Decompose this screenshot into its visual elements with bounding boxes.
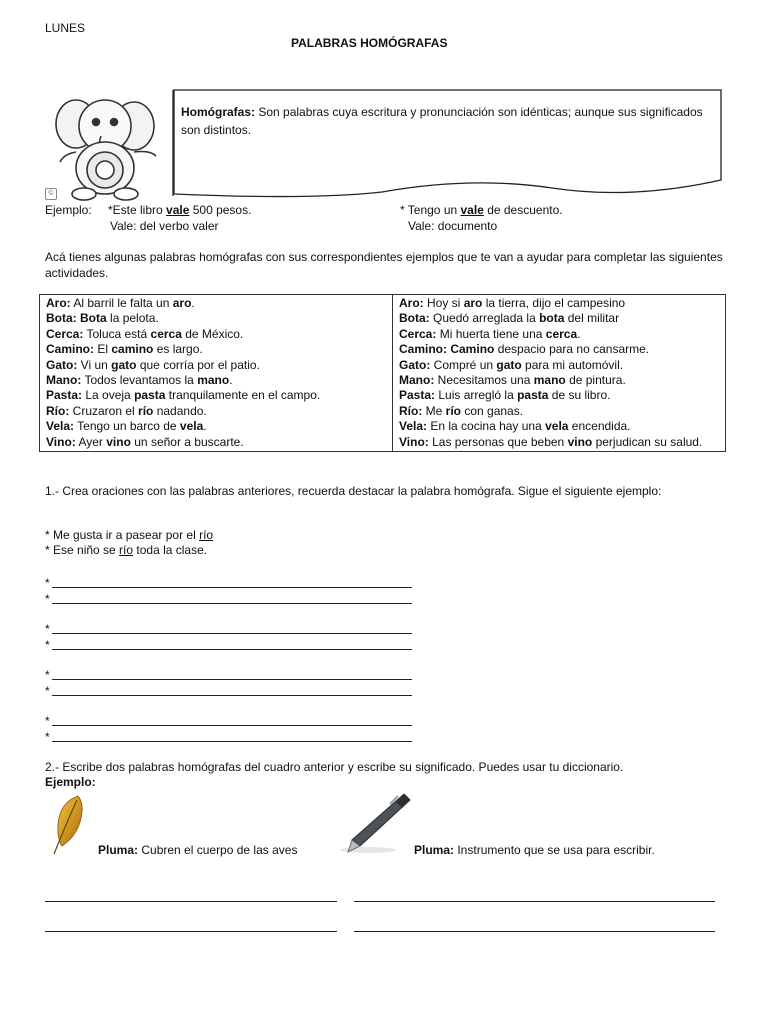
answer-bullet: * [45, 622, 50, 636]
answer-line[interactable] [52, 725, 412, 726]
page-title: PALABRAS HOMÓGRAFAS [291, 36, 448, 50]
answer-line[interactable] [45, 901, 337, 902]
table-entry: Bota: Quedó arreglada la bota del militar [399, 311, 620, 326]
activity2-right-example: Pluma: Instrumento que se usa para escribir. [414, 843, 655, 857]
table-entry: Cerca: Mi huerta tiene una cerca. [399, 326, 581, 341]
table-entry: Vela: Tengo un barco de vela. [46, 419, 207, 434]
answer-line[interactable] [52, 679, 412, 680]
activity1-example-2: * Ese niño se río toda la clase. [45, 543, 208, 557]
answer-line[interactable] [52, 633, 412, 634]
table-entry: Mano: Todos levantamos la mano. [46, 373, 233, 388]
table-entry: Aro: Hoy si aro la tierra, dijo el campesino [399, 296, 626, 310]
table-entry: Pasta: La oveja pasta tranquilamente en el campo. [46, 388, 321, 403]
answer-line[interactable] [52, 695, 412, 696]
table-entry: Vino: Las personas que beben vino perjudican su salud. [399, 434, 703, 449]
definition-body: Son palabras cuya escritura y pronunciación son idénticas; aunque sus significados son distintos. [181, 105, 703, 137]
table-entry: Bota: Bota la pelota. [46, 311, 159, 326]
table-entry: Mano: Necesitamos una mano de pintura. [399, 373, 626, 388]
intro-paragraph: Acá tienes algunas palabras homógrafas con sus correspondientes ejemplos que te van a ayudar para completar las siguientes actividades. [45, 250, 723, 280]
answer-bullet: * [45, 592, 50, 606]
table-entry: Camino: El camino es largo. [46, 342, 203, 357]
table-entry: Vino: Ayer vino un señor a buscarte. [46, 434, 244, 449]
answer-line[interactable] [45, 931, 337, 932]
activity1-example-1: * Me gusta ir a pasear por el río [45, 528, 214, 542]
table-row [40, 295, 726, 452]
copyright-icon: © [45, 188, 57, 200]
elephant-illustration [46, 92, 164, 204]
example-right: * Tengo un vale de descuento. [400, 203, 563, 217]
table-entry: Río: Cruzaron el río nadando. [46, 403, 207, 418]
feather-icon [50, 794, 86, 856]
left-column [40, 295, 393, 452]
table-entry: Cerca: Toluca está cerca de México. [46, 326, 244, 341]
example-right-meaning: Vale: documento [408, 219, 498, 233]
answer-line[interactable] [52, 587, 412, 588]
homograph-table [39, 294, 726, 452]
example-left-meaning: Vale: del verbo valer [110, 219, 219, 233]
example-left: *Este libro vale 500 pesos. [108, 203, 252, 217]
activity2-left-example: Pluma: Cubren el cuerpo de las aves [98, 843, 298, 857]
answer-line[interactable] [52, 603, 412, 604]
answer-line[interactable] [52, 741, 412, 742]
definition-text [181, 103, 711, 139]
activity1-instruction: 1.- Crea oraciones con las palabras anteriores, recuerda destacar la palabra homógrafa. Sigue el siguiente ejemplo: [45, 484, 662, 498]
activity2-example-label: Ejemplo: [45, 775, 96, 789]
table-entry: Camino: Camino despacio para no cansarme. [399, 342, 650, 357]
answer-line[interactable] [354, 931, 715, 932]
answer-line[interactable] [52, 649, 412, 650]
example-label: Ejemplo: [45, 203, 92, 217]
answer-bullet: * [45, 714, 50, 728]
right-column [393, 295, 726, 452]
answer-bullet: * [45, 576, 50, 590]
table-entry: Pasta: Luis arregló la pasta de su libro. [399, 388, 611, 403]
answer-bullet: * [45, 638, 50, 652]
pen-icon [338, 790, 414, 856]
answer-bullet: * [45, 668, 50, 682]
table-entry: Vela: En la cocina hay una vela encendida. [399, 419, 631, 434]
day-label: LUNES [45, 21, 86, 35]
table-entry: Aro: Al barril le falta un aro. [46, 296, 195, 310]
answer-bullet: * [45, 730, 50, 744]
table-entry: Río: Me río con ganas. [399, 403, 524, 418]
activity2-instruction: 2.- Escribe dos palabras homógrafas del cuadro anterior y escribe su significado. Puedes usar tu diccionario. Ejemplo: [45, 760, 745, 790]
answer-line[interactable] [354, 901, 715, 902]
table-entry: Gato: Vi un gato que corría por el patio. [46, 357, 260, 372]
answer-bullet: * [45, 684, 50, 698]
definition-term: Homógrafas: [181, 105, 256, 119]
table-entry: Gato: Compré un gato para mi automóvil. [399, 357, 624, 372]
